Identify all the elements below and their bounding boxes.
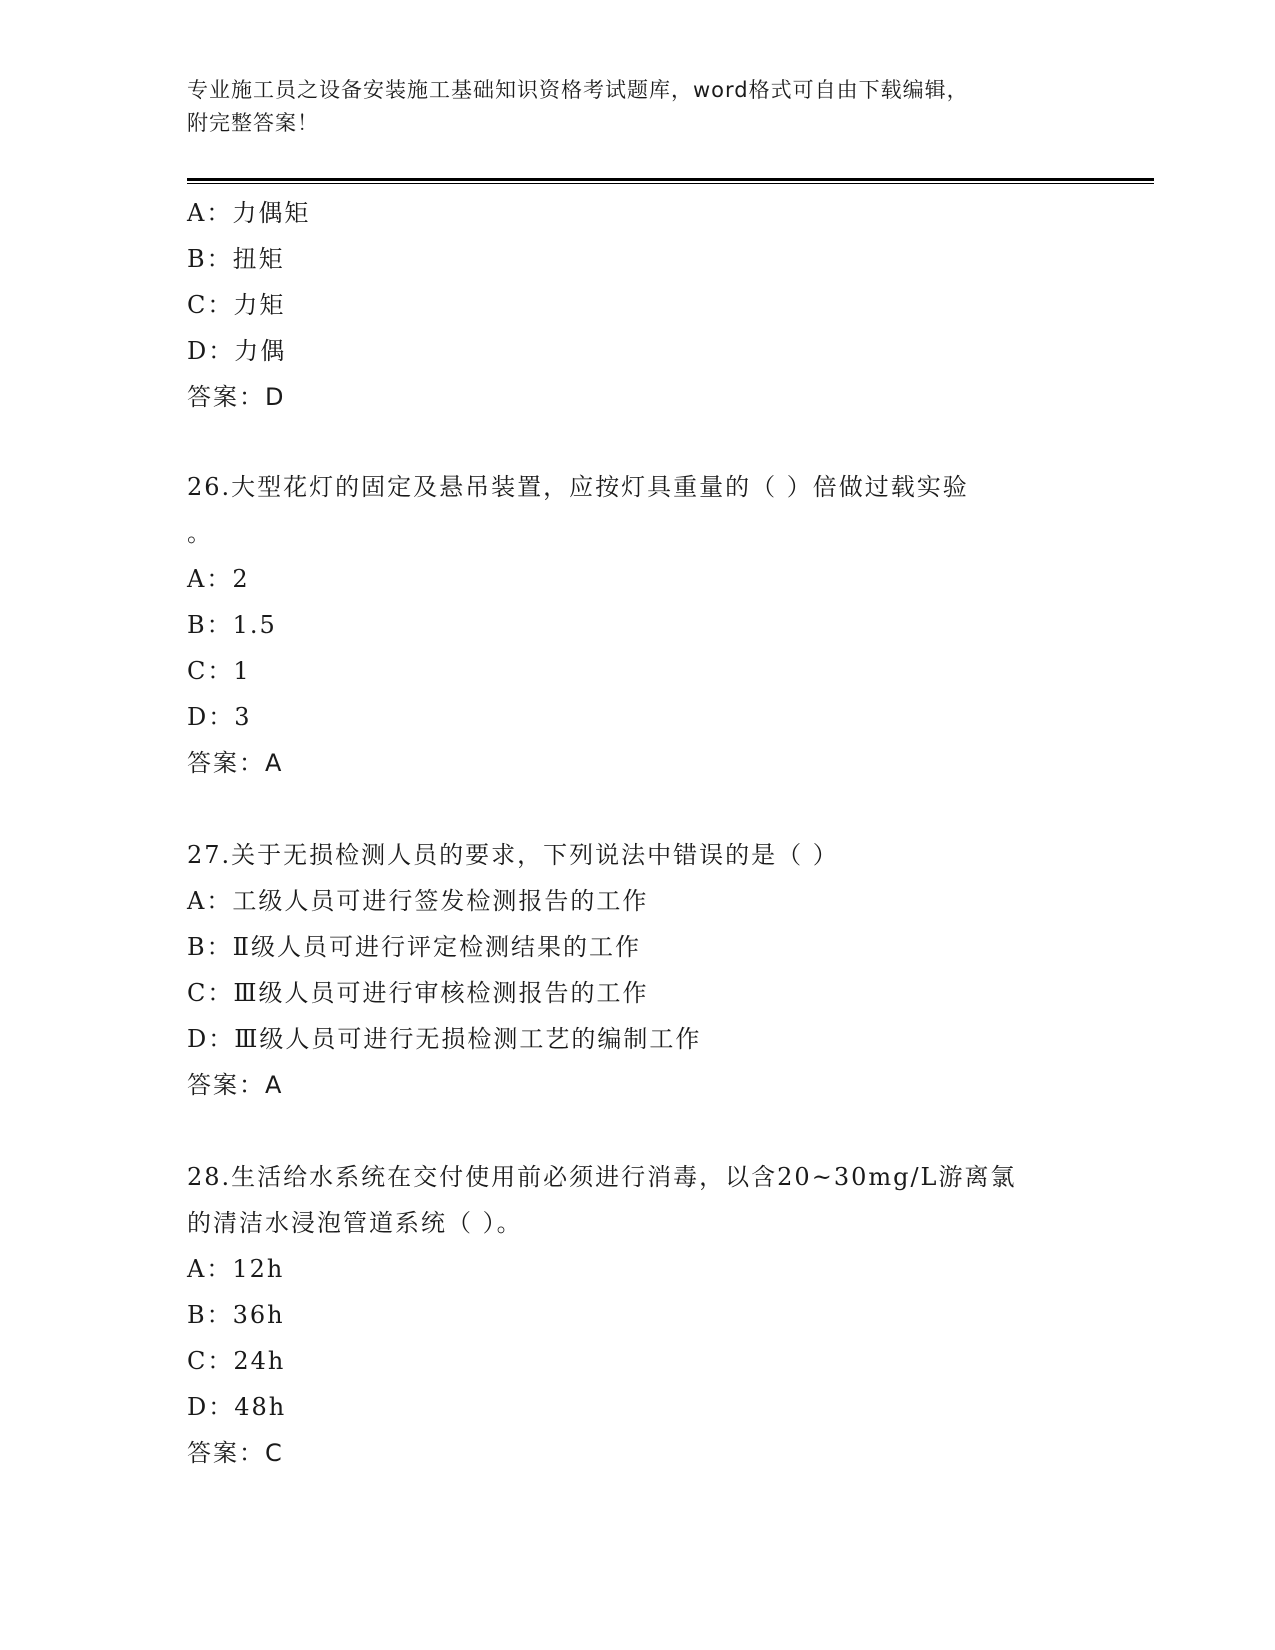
- option-c: C：力矩: [187, 291, 286, 319]
- option-a: A：工级人员可进行签发检测报告的工作: [187, 887, 649, 915]
- option-a: A：12h: [187, 1255, 285, 1283]
- answer: 答案：A: [187, 1071, 284, 1099]
- option-a: A：2: [187, 565, 250, 593]
- question-list: [187, 190, 1117, 1476]
- spacer: [187, 786, 1117, 832]
- header-divider-thick: [187, 178, 1154, 181]
- option-b: B：36h: [187, 1301, 285, 1329]
- option-b: B：Ⅱ级人员可进行评定检测结果的工作: [187, 933, 641, 961]
- option-c: C：1: [187, 657, 251, 685]
- question-26: [187, 464, 1117, 786]
- option-d: D：力偶: [187, 337, 287, 365]
- option-a: A：力偶矩: [187, 199, 311, 227]
- answer: 答案：D: [187, 383, 286, 411]
- answer: 答案：A: [187, 749, 284, 777]
- header-line-2: 附完整答案！: [187, 111, 319, 135]
- question-stem-line-1: 28.生活给水系统在交付使用前必须进行消毒，以含20~30mg/L游离氯: [187, 1163, 1017, 1191]
- option-c: C：24h: [187, 1347, 286, 1375]
- question-25: [187, 190, 1117, 420]
- question-stem-line-2: 的清洁水浸泡管道系统（ ）。: [187, 1209, 523, 1237]
- answer: 答案：C: [187, 1439, 284, 1467]
- question-stem-line-1: 27.关于无损检测人员的要求，下列说法中错误的是（ ）: [187, 841, 839, 869]
- spacer: [187, 420, 1117, 464]
- header-line-1: 专业施工员之设备安装施工基础知识资格考试题库，word格式可自由下载编辑，: [187, 78, 969, 102]
- option-b: B：扭矩: [187, 245, 285, 273]
- spacer: [187, 1108, 1117, 1154]
- question-27: [187, 832, 1117, 1108]
- question-stem-line-2: 。: [187, 519, 213, 547]
- option-c: C：Ⅲ级人员可进行审核检测报告的工作: [187, 979, 649, 1007]
- document-header: [187, 74, 1087, 140]
- option-d: D：48h: [187, 1393, 287, 1421]
- question-stem-line-1: 26.大型花灯的固定及悬吊装置，应按灯具重量的（ ）倍做过载实验: [187, 473, 969, 501]
- header-divider-thin: [187, 183, 1154, 184]
- option-d: D：3: [187, 703, 252, 731]
- option-b: B：1.5: [187, 611, 277, 639]
- question-28: [187, 1154, 1117, 1476]
- option-d: D：Ⅲ级人员可进行无损检测工艺的编制工作: [187, 1025, 702, 1053]
